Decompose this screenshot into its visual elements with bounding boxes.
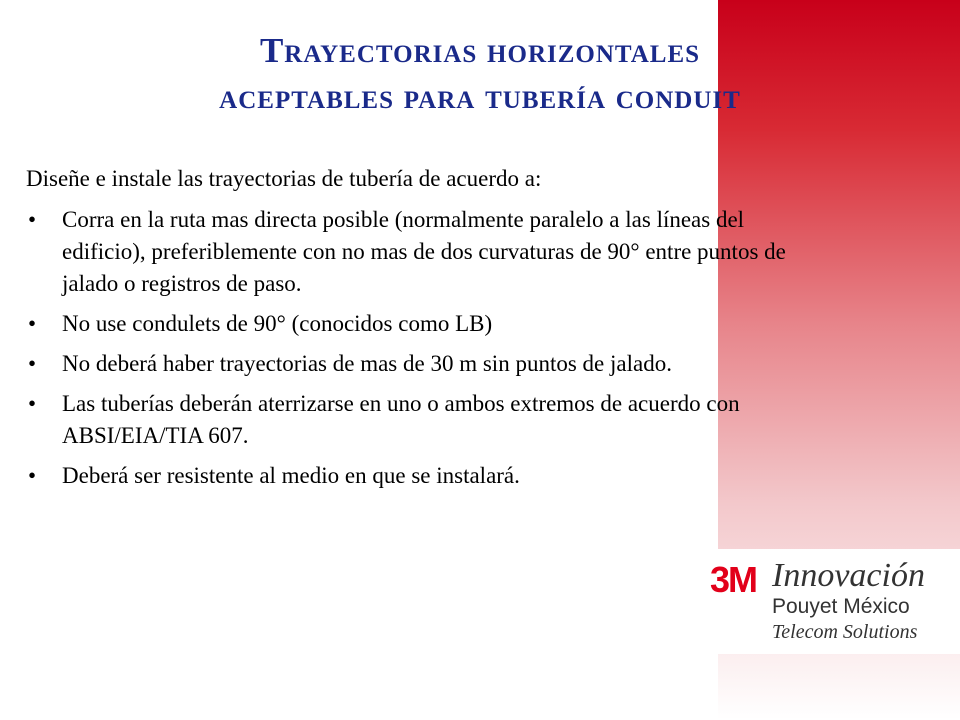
bullet-icon: • [28,351,37,376]
bullet-text: Corra en la ruta mas directa posible (normalmente paralelo a las líneas del edificio), preferiblemente con no mas de dos curvaturas de 90° entre puntos de jalado o registros de paso. [62,207,786,296]
bullet-icon: • [28,207,37,232]
bullet-icon: • [28,463,37,488]
logo-company-name: Pouyet México [772,595,910,618]
brand-3m-logo: 3M [710,559,757,600]
bullet-text: Las tuberías deberán aterrizarse en uno o ambos extremos de acuerdo con ABSI/EIA/TIA 607. [62,391,740,448]
company-logo [704,549,960,654]
bullet-icon: • [28,311,37,336]
bullet-item [26,348,816,380]
bullet-item [26,308,816,340]
bullet-text: No use condulets de 90° (conocidos como LB) [62,311,493,336]
logo-division: Telecom Solutions [772,621,918,643]
slide-title-line-1: Trayectorias horizontales [259,31,701,70]
bullet-text: No deberá haber trayectorias de mas de 30 m sin puntos de jalado. [62,351,672,376]
bullet-text: Deberá ser resistente al medio en que se instalará. [62,463,520,488]
logo-tagline: Innovación [772,557,925,594]
bullet-list [26,204,816,500]
bullet-item [26,388,816,452]
slide-title-line-2: aceptables para tubería conduit [219,77,741,116]
intro-text: Diseñe e instale las trayectorias de tubería de acuerdo a: [26,166,542,191]
bullet-item [26,460,816,492]
slide-title [0,28,960,120]
bullet-icon: • [28,391,37,416]
bullet-item [26,204,816,300]
